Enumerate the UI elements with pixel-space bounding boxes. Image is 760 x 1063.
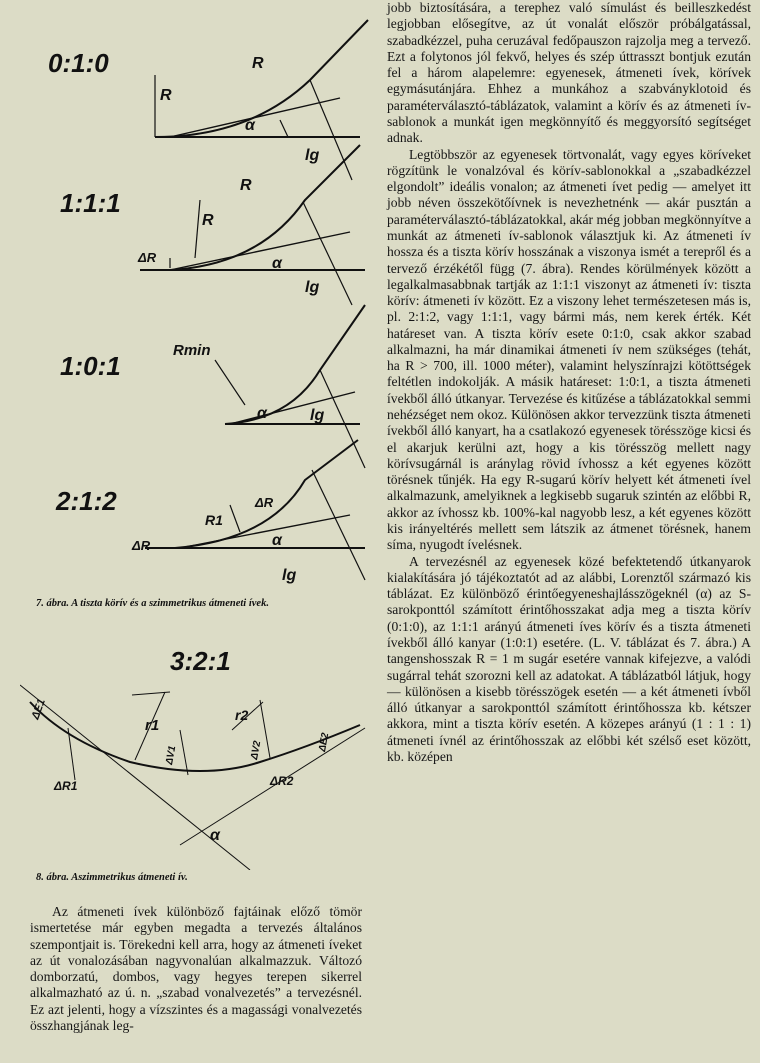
- label-lg: lg: [282, 567, 297, 584]
- label-delta-e2: ΔE2: [317, 731, 332, 753]
- label-lg: lg: [305, 147, 320, 164]
- figure-8: [20, 640, 380, 870]
- label-delta-r1: ΔR1: [54, 779, 78, 793]
- label-delta-r-2: ΔR: [255, 495, 274, 510]
- panel-1-0-1-lines: [215, 305, 365, 468]
- panel-ratio-0-1-0: 0:1:0: [48, 48, 109, 78]
- panel-1-1-1-lines: [140, 145, 365, 305]
- label-r-3: R: [202, 212, 214, 229]
- label-r1: r1: [145, 717, 160, 734]
- label-alpha: α: [257, 405, 267, 422]
- panel-ratio-1-0-1: 1:0:1: [60, 351, 121, 381]
- right-paragraph-2: Legtöbbször az egyenesek törtvonalát, vagy egyes köríveket rögzítünk le vonalzóval és körív-sablonokkal a „szabadkézzel elgondolt” ideális vonalon; az átmeneti ívet pedig — amelyet itt jobb néven összekötőívnek is nevezhetnénk — akár pusztán a paraméterválasztó-táblázatokkal, akár még jobban megkönnyítve a munkát az átmeneti ív-sablonok választjuk ki. Az átmeneti ív hossza és a tiszta körív hosszának a viszonya ismét a terepről és a tervező érzékétől függ (7. ábra). Rendes körülmények között a legalkalmasabbnak tartják az 1:1:1 viszonyt az átmeneti ív: tiszta körív: átmeneti ív között. Ez a viszony lehet természetesen más is, pl. 2:1:2, vagy 1:1:1, vagy bármi más, nem kerek érték. Két határeset van. A tiszta körív esete 0:1:0, csak akkor szabad alkalmazni, ha már dinamikai átmeneti ív nem szükséges (tehát, ha R > 700, ill. 1000 méter), valamint helyszínrajzi kötöttségek feltétlen indokolják. A másik határeset: 1:0:1, a tiszta átmeneti ívekből álló útkanyar. Tervezése és kitűzése a táblázatokkal semmi nehézséget nem okoz. Különösen akkor tervezzünk tiszta átmeneti ívekből álló kanyart, ha a csatlakozó egyenesek törésszöge kicsi és el akarjuk kerülni azt, hogy a kis törésszög mellett nagy körívsugárnál is aránylag rövid ívhossz a két egyenes között törésnek tűnjék. Ha egy R-sugarú körív helyett két átmeneti ível alkalmazunk, amelyiknek a legkisebb sugaruk szintén az előbbi R, akkor az ívhossz kb. 100%-kal nagyobb lesz, a két egyenes között kis irányeltérés mellett sem látszik az átmenet törésnek, hanem síma, nyugodt ívelésnek.: [387, 146, 751, 553]
- right-paragraph-3: A tervezésnél az egyenesek közé befektetendő útkanyarok kialakítására jó tájékoztatót ad az alábbi, Lorenztől származó kis táblázat. Ez különböző érintőegyeneshajlásszögeknél (α) az S-sarokponttól számított érintőhosszakat adja meg a tiszta körív (0:1:0), az 1:1:1 arányú átmeneti íves körív és a tiszta átmeneti ívekből álló kanyar (1:0:1) esetére. (L. V. táblázat és 7. ábra.) A tangenshosszak R = 1 m sugár esetére vannak kifejezve, a valódi sugárral tehát szorozni kell az adatokat. A táblázatból látjuk, hogy — különösen a kisebb törésszögek esetén — a két átmeneti ívből álló útkanyar a sarokponttól számított érintőhossza kb. kétszer akkora, mint a tiszta körív esetén. A közepes arányú (1 : 1 : 1) átmeneti ívnél az érintőhosszak az előbbi két szélső eset között, kb. középen: [387, 553, 751, 764]
- label-r-1: R: [160, 87, 172, 104]
- figure-8-drawing: [20, 640, 380, 870]
- label-r2: r2: [235, 707, 249, 723]
- figure-7-drawing: [20, 0, 380, 600]
- label-delta-r: ΔR: [138, 250, 157, 265]
- panel-2-1-2-lines: [145, 440, 365, 580]
- label-lg: lg: [305, 279, 320, 296]
- label-r-2: R: [252, 55, 264, 72]
- left-column: [30, 904, 362, 1034]
- right-column: [387, 0, 751, 765]
- label-delta-v2: ΔV2: [249, 739, 264, 761]
- left-paragraph-1: Az átmeneti ívek különböző fajtáinak előző tömör ismertetése már egyben megadta a tervezés általános szempontjait is. Törekedni kell arra, hogy az átmeneti íveket az út vonalozásában nagyvonalúan alkalmazzuk. Változó domborzatú, dombos, vagy hegyes terepen sikerrel alkalmazható az ú. n. „szabad vonalvezetés” a tervezésnél. Ez azt jelenti, hogy a vízszintes és a magassági vonalvezetés összhangjának leg-: [30, 904, 362, 1033]
- figure-8-caption: 8. ábra. Aszimmetrikus átmeneti ív.: [36, 872, 188, 883]
- label-alpha: α: [272, 532, 282, 549]
- label-alpha: α: [272, 255, 282, 272]
- label-delta-v1: ΔV1: [164, 744, 179, 766]
- panel-ratio-1-1-1: 1:1:1: [60, 188, 121, 218]
- label-rmin: Rmin: [173, 342, 211, 359]
- panel-ratio-2-1-2: 2:1:2: [56, 486, 117, 516]
- figure-7-caption: 7. ábra. A tiszta körív és a szimmetrikus átmeneti ívek.: [36, 598, 269, 609]
- label-delta-r2: ΔR2: [270, 774, 294, 788]
- label-delta-r-1: ΔR: [132, 538, 151, 553]
- label-delta-e1: ΔE1: [29, 697, 48, 722]
- panel-0-1-0-lines: [155, 20, 368, 180]
- right-paragraph-1: jobb biztosítására, a terephez való símulást és beilleszkedést legjobban elősegítve, az út vonalát először próbálgatással, szabadkézzel, puha ceruzával fedőpauszon rajzolja meg a tervező. Ezt a folytonos jól fekvő, helyes és szép úttrasszt bontjuk ezután fel a három alapelemre: egyenesek, átmeneti ívek, körívek egymásutánjára. Ehhez a munkához a szabványklotoid és paraméterválasztó-táblázatok, valamint a körív és az átmeneti ív-sablonok a munkát igen megkönnyítő és meggyorsító segítséget adnak.: [387, 0, 751, 146]
- figure-7: [20, 0, 380, 600]
- label-r1: R1: [205, 512, 223, 528]
- label-lg: lg: [310, 407, 325, 424]
- figure-8-ratio: 3:2:1: [170, 646, 231, 676]
- label-alpha: α: [210, 827, 220, 844]
- label-alpha: α: [245, 117, 255, 134]
- label-r-4: R: [240, 177, 252, 194]
